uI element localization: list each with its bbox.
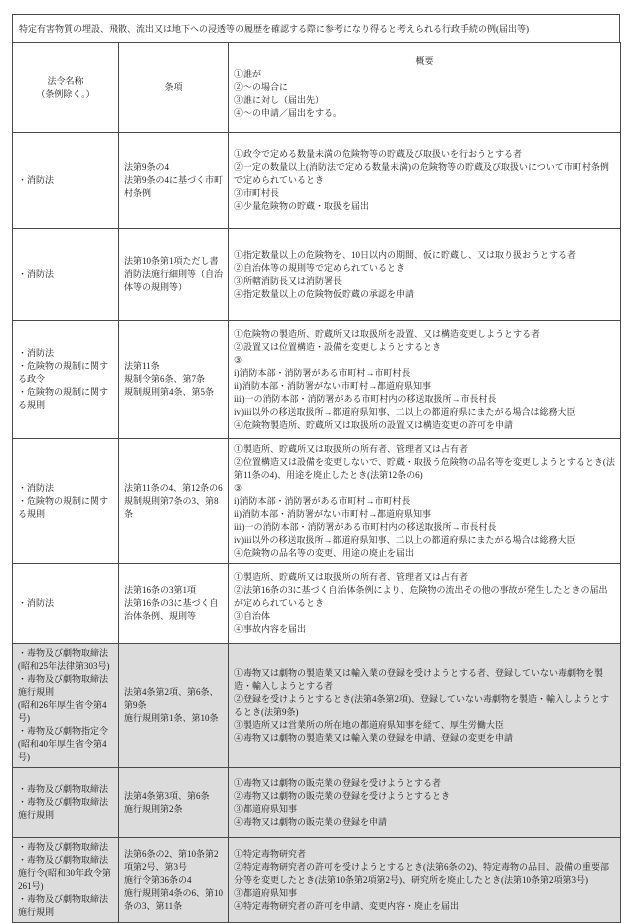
summary-line: iv)iii以外の移送取扱所→都道府県知事、二以上の都道府県にまたがる場合は総務大臣: [234, 406, 576, 417]
law-name-cell: [13, 439, 119, 564]
article-line: 規制令第6条、第7条: [124, 374, 206, 384]
summary-line: ①製造所、貯蔵所又は取扱所の所有者、管理者又は占有者: [234, 443, 469, 454]
summary-line: ②法第16条の3に基づく自治体条例により、危険物の流出その他の事故が発生したときの届出が定められているとき: [234, 585, 608, 608]
article-line: 法第4条第3項、第6条: [124, 790, 210, 801]
summary-cell: [229, 439, 621, 564]
law-line: ・毒物及び劇物取締法施行規則: [18, 674, 109, 697]
table-row: [13, 768, 621, 838]
law-line: ・毒物及び劇物取締法施行規則: [18, 797, 109, 820]
article-cell: [119, 564, 229, 644]
summary-line: ①毒物又は劇物の販売業の登録を受けようとする者: [234, 777, 442, 788]
summary-line: ③: [234, 482, 243, 493]
summary-line: ③: [234, 354, 243, 365]
law-name-cell: [13, 321, 119, 439]
article-line: 消防法施行細則等（自治体等の規則等）: [124, 269, 224, 292]
document-title-text: 特定有害物質の埋設、飛散、流出又は地下への浸透等の履歴を確認する際に参考になり得ると考えられる行政手続の例(届出等): [19, 24, 529, 34]
article-line: 法第9条の4に基づく市町村条例: [124, 175, 224, 198]
summary-line: ①政令で定める数量未満の危険物等の貯蔵及び取扱いを行おうとする者: [234, 149, 523, 159]
summary-line: ②毒物又は劇物の販売業の登録を受けようとするとき: [234, 790, 451, 801]
summary-line: ④毒物又は劇物の製造業又は輸入業の登録を申請、登録の変更を申請: [234, 732, 514, 743]
header-summary-heading: 概要: [415, 56, 434, 66]
article-cell: [119, 133, 229, 229]
table-row: [13, 838, 621, 923]
summary-line: ③自治体: [234, 611, 271, 621]
header-law-name: [13, 43, 119, 133]
law-name-cell: [13, 644, 119, 768]
summary-line: iii)一の消防本部・消防署がある市町村内の移送取扱所→市長村長: [234, 521, 497, 532]
header-summary-line: ①誰が: [234, 69, 262, 79]
law-line: ・毒物及び劇物取締法: [18, 648, 109, 658]
summary-cell: [229, 321, 621, 439]
summary-line: ①毒物又は劇物の製造業又は輸入業の登録を受けようとする者、登録していない毒劇物を製造・輸入しようとする者: [234, 667, 604, 691]
summary-line: ②設置又は位置構造・設備を変更しようとするとき: [234, 341, 442, 352]
table-row: [13, 133, 621, 229]
summary-line: iii)一の消防本部・消防署がある市町村内の移送取扱所→市長村長: [234, 393, 497, 404]
article-line: 法第6条の2、第10条第2項第2号、第3号: [124, 848, 219, 872]
summary-line: ①製造所、貯蔵所又は取扱所の所有者、管理者又は占有者: [234, 572, 469, 582]
article-line: 規制規則第4条、第5条: [124, 387, 215, 397]
document-title: [12, 14, 620, 43]
header-summary-line: ③誰に対し（届出先）: [234, 95, 325, 105]
law-line: ・毒物及び劇物取締法施行令(昭和30年政令第261号): [18, 855, 111, 891]
law-name-cell: [13, 768, 119, 838]
article-line: 法第11条の4、第12条の6: [124, 482, 223, 493]
summary-line: ④事故内容を届出: [234, 624, 307, 634]
article-line: 法第11条: [124, 361, 160, 371]
summary-cell: [229, 133, 621, 229]
law-line: ・毒物及び劇物取締法: [18, 842, 109, 852]
summary-line: ④特定毒物研究者の許可を申請、変更内容・廃止を届出: [234, 900, 460, 911]
law-line: (昭和40年厚生省令第4号): [18, 739, 107, 762]
summary-line: ④指定数量以上の危険物仮貯蔵の承認を申請: [234, 288, 415, 299]
summary-line: ②位置構造又は設備を変更しないで、貯蔵・取扱う危険物の品名等を変更しようとするとき(法第11条の4)、用途を廃止したとき(法第12条の6): [234, 456, 615, 480]
summary-line: ③所轄消防長又は消防署長: [234, 275, 343, 286]
article-cell: [119, 644, 229, 768]
law-name-cell: [13, 229, 119, 321]
summary-line: i)消防本部・消防署がある市町村→市町村長: [234, 367, 411, 378]
article-line: 施行規則第2条: [124, 803, 183, 814]
law-line: ・毒物及び劇物取締法: [18, 784, 109, 794]
law-line: ・消防法: [18, 598, 55, 608]
article-cell: [119, 229, 229, 321]
summary-line: ②自治体等の規則等で定められているとき: [234, 262, 406, 273]
law-name-cell: [13, 564, 119, 644]
table-row: [13, 321, 621, 439]
procedures-table: [12, 42, 621, 923]
summary-cell: [229, 229, 621, 321]
header-summary-line: ②～の場合に: [234, 82, 289, 92]
law-line: (昭和26年厚生省令第4号): [18, 700, 107, 723]
summary-line: ②登録を受けようとするとき(法第4条第2項)、登録していない毒劇物を製造・輸入しようとするとき(法第9条): [234, 693, 609, 717]
article-line: 法第10条第1項ただし書: [124, 256, 219, 266]
table-header-row: [13, 43, 621, 133]
article-cell: [119, 321, 229, 439]
law-line: ・消防法: [18, 482, 55, 493]
table-row: [13, 644, 621, 768]
law-line: ・消防法: [18, 348, 55, 358]
article-line: 法第4条第2項、第6条、第9条: [124, 687, 219, 710]
law-line: ・消防法: [18, 269, 55, 279]
table-row: [13, 564, 621, 644]
article-line: 法第9条の4: [124, 162, 170, 172]
summary-line: ④危険物製造所、貯蔵所又は取扱所の設置又は構造変更の許可を申請: [234, 419, 514, 430]
summary-line: ③都道府県知事: [234, 887, 298, 898]
summary-line: ②特定毒物研究者の許可を受けようとするとき(法第6条の2)、特定毒物の品目、設備の重要部分等を変更したとき(法第10条第2項第2号)、研究所を廃止したとき(法第10条第2項第3号): [234, 861, 609, 885]
header-law-name-line2: （条例除く。）: [36, 88, 95, 99]
summary-line: ii)消防本部・消防署がない市町村→都道府県知事: [234, 380, 431, 391]
summary-cell: [229, 838, 621, 923]
law-name-cell: [13, 838, 119, 923]
law-line: ・毒物及び劇物指定令: [18, 726, 109, 736]
summary-line: ①指定数量以上の危険物を、10日以内の期間、仮に貯蔵し、又は取り扱おうとする者: [234, 249, 577, 260]
summary-cell: [229, 564, 621, 644]
summary-line: ①特定毒物研究者: [234, 848, 307, 859]
summary-cell: [229, 644, 621, 768]
article-cell: [119, 439, 229, 564]
header-summary: [229, 43, 621, 133]
summary-line: ④毒物又は劇物の販売業の登録を申請: [234, 816, 388, 827]
law-line: ・毒物及び劇物取締法施行規則: [18, 894, 109, 917]
article-line: 法第16条の3第1項: [124, 585, 197, 595]
summary-line: ii)消防本部・消防署がない市町村→都道府県知事: [234, 508, 431, 519]
header-article: [119, 43, 229, 133]
law-line: (昭和25年法律第303号): [18, 661, 110, 671]
header-law-name-line1: 法令名称: [47, 75, 84, 86]
summary-cell: [229, 768, 621, 838]
article-line: 施行令第36条の4: [124, 874, 192, 885]
summary-line: ③都道府県知事: [234, 803, 298, 814]
header-article-label: 条項: [164, 82, 183, 92]
law-line: ・危険物の規制に関する規則: [18, 387, 109, 410]
article-cell: [119, 838, 229, 923]
table-row: [13, 229, 621, 321]
article-line: 施行規則第4条の6、第10条の3、第11条: [124, 887, 224, 911]
summary-line: ④危険物の品名等の変更、用途の廃止を届出: [234, 547, 415, 558]
summary-line: ③製造所又は営業所の所在地の都道府県知事を経て、厚生労働大臣: [234, 719, 504, 730]
summary-line: i)消防本部・消防署がある市町村→市町村長: [234, 495, 411, 506]
law-line: ・危険物の規制に関する規則: [18, 495, 109, 519]
table-body: [13, 133, 621, 923]
header-summary-line: ④～の申請／届出をする。: [234, 108, 343, 118]
table-row: [13, 439, 621, 564]
law-line: ・危険物の規制に関する政令: [18, 361, 109, 384]
article-line: 施行規則第1条、第10条: [124, 713, 219, 723]
summary-line: ④少量危険物の貯蔵・取扱を届出: [234, 201, 370, 211]
summary-line: ②一定の数量以上(消防法で定める数量未満)の危険物等の貯蔵及び取扱いについて市町村条例で定められているとき: [234, 162, 609, 185]
article-cell: [119, 768, 229, 838]
summary-line: ③市町村長: [234, 188, 280, 198]
article-line: 法第16条の3に基づく自治体条例、規則等: [124, 598, 219, 621]
article-line: 規制規則第7条の3、第8条: [124, 495, 219, 519]
summary-line: iv)iii以外の移送取扱所→都道府県知事、二以上の都道府県にまたがる場合は総務大臣: [234, 534, 576, 545]
law-name-cell: [13, 133, 119, 229]
law-line: ・消防法: [18, 175, 55, 185]
summary-line: ①危険物の製造所、貯蔵所又は取扱所を設置、又は構造変更しようとする者: [234, 328, 541, 339]
